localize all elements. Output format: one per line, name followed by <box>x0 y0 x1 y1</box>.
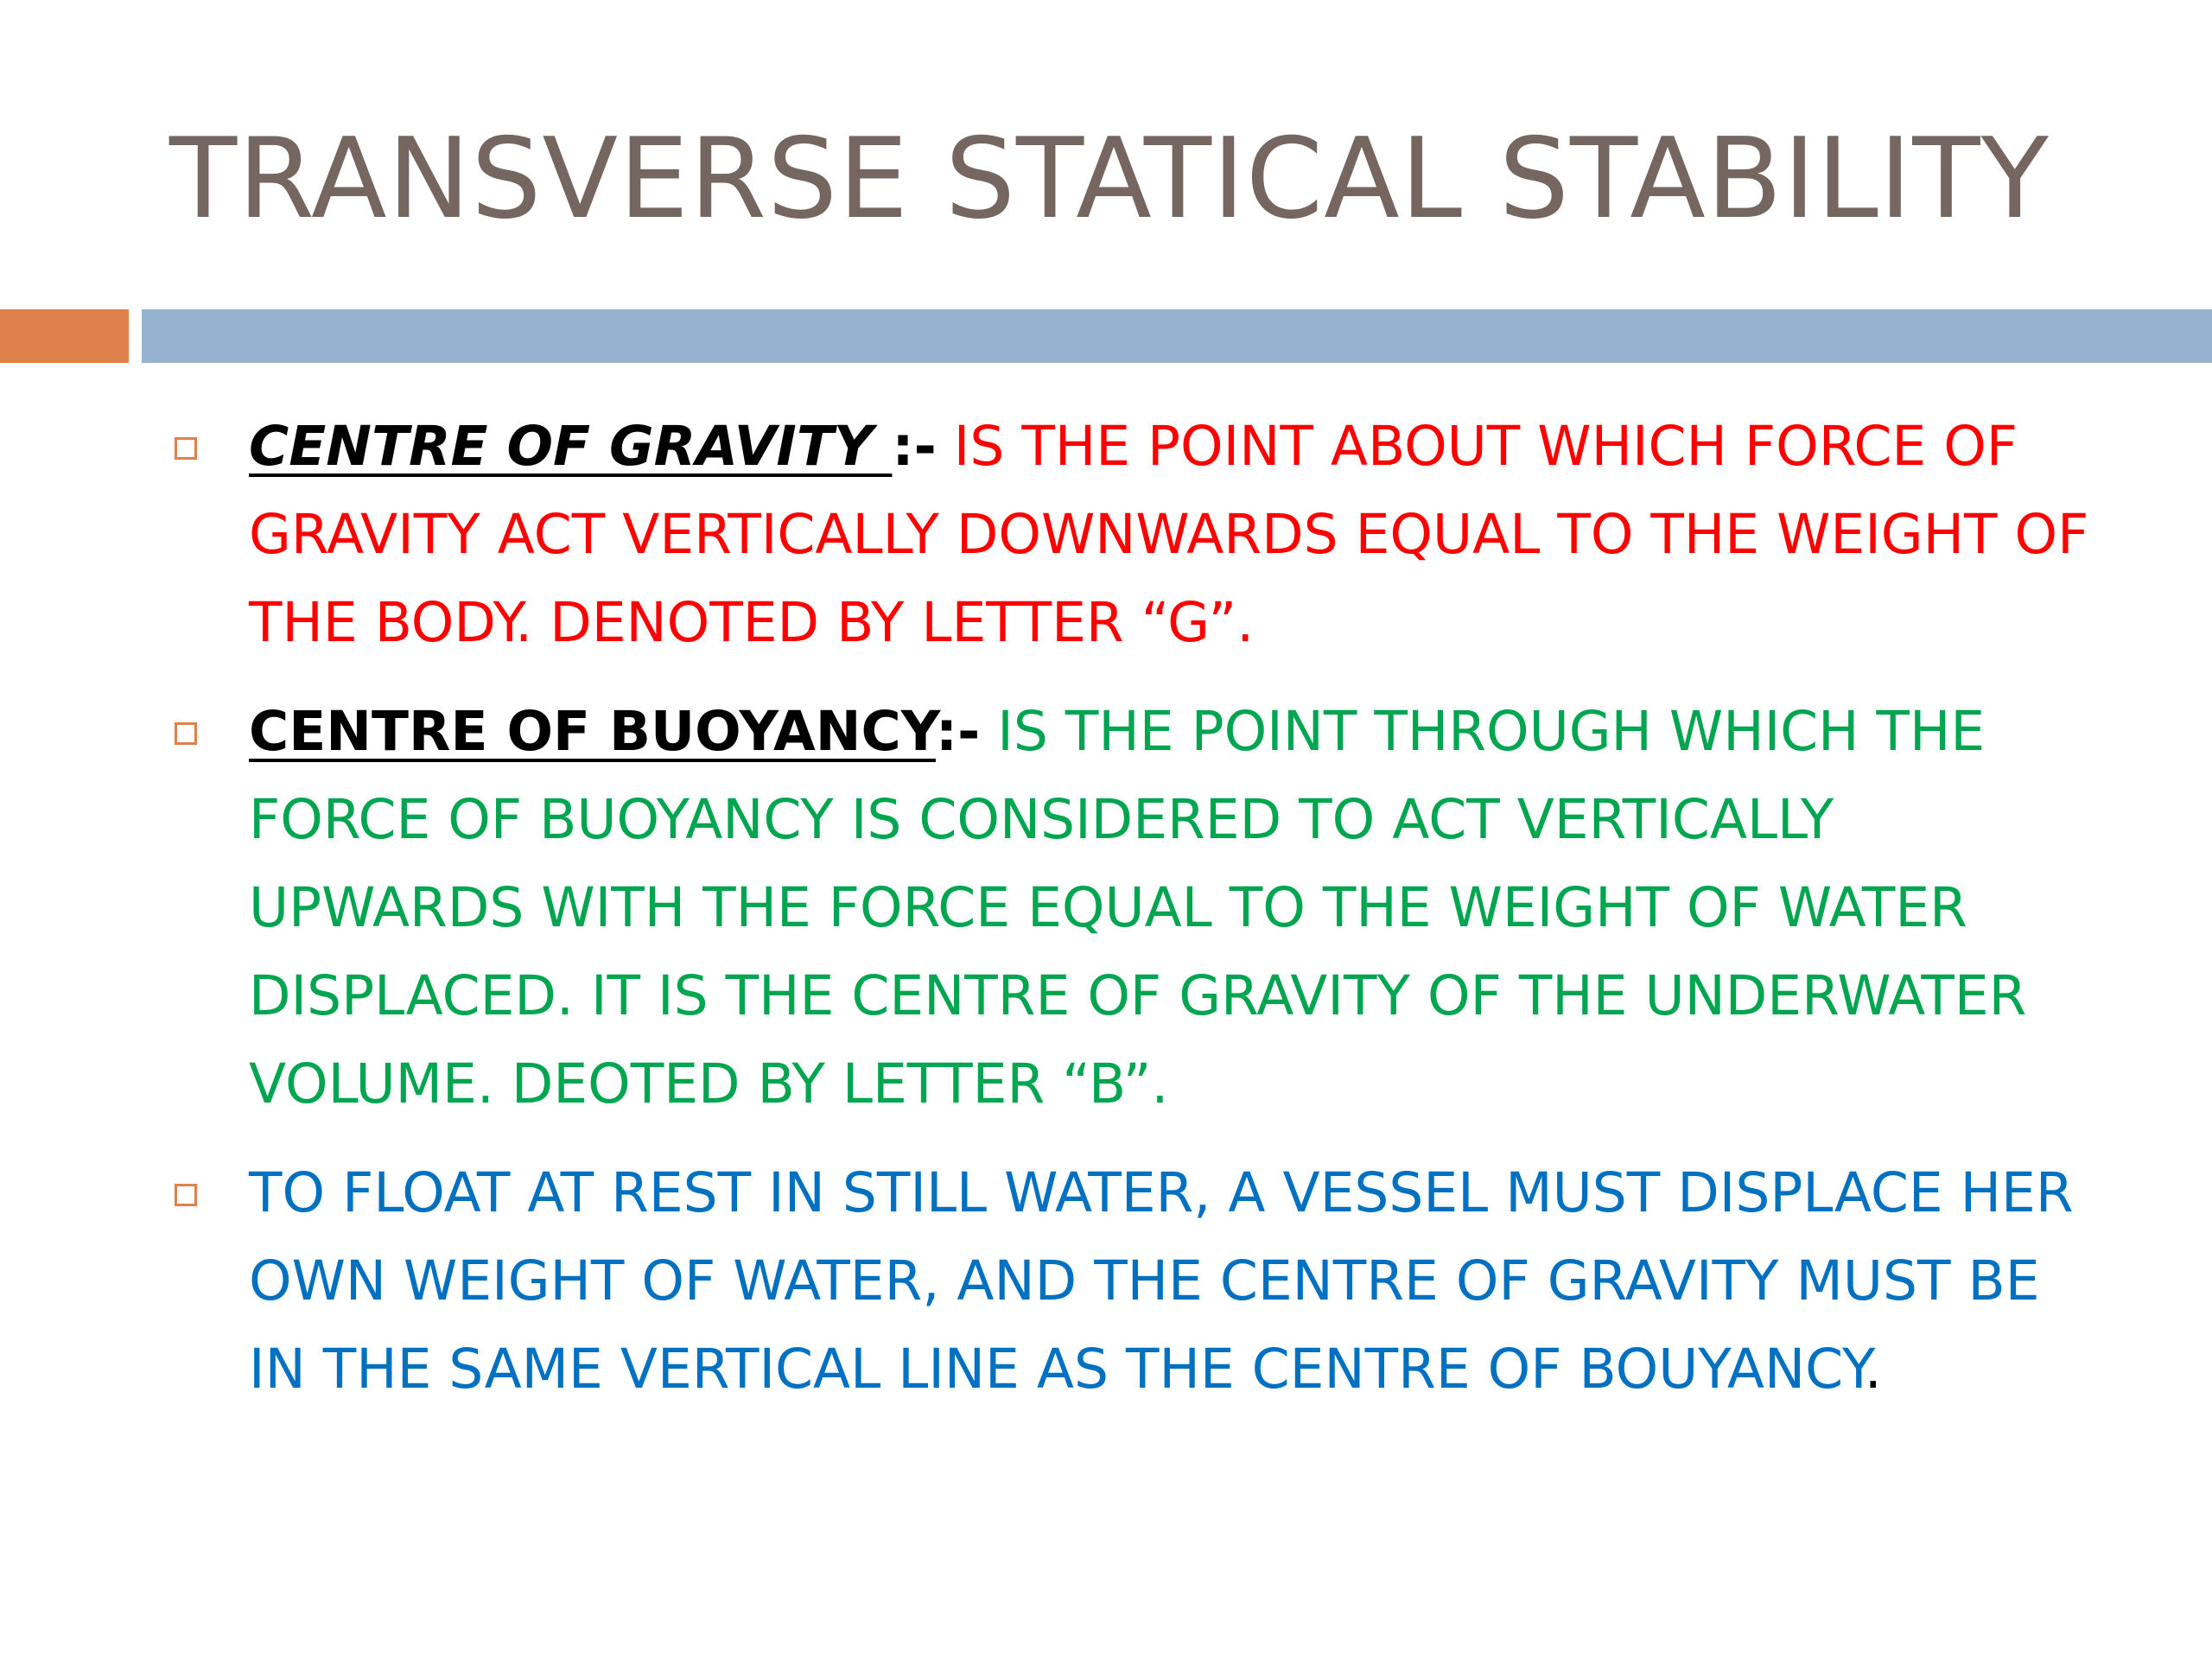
term-separator: :- <box>935 700 981 763</box>
accent-bar <box>0 309 129 363</box>
square-bullet-icon <box>175 1184 197 1206</box>
bullet-centre-of-gravity <box>169 403 2105 667</box>
definition-centre-of-gravity: IS THE POINT ABOUT WHICH FORCE OF GRAVITY ACT VERTICALLY DOWNWARDS EQUAL TO THE WEIGHT OF THE BODY. DENOTED BY LETTER “G”. <box>249 415 2089 654</box>
float-at-rest-period: . <box>1864 1338 1882 1401</box>
title-rule-bar <box>142 309 2212 363</box>
slide-title: TRANSVERSE STATICAL STABILITY <box>169 115 2050 244</box>
square-bullet-icon <box>175 437 197 460</box>
term-separator: :- <box>892 415 937 478</box>
float-at-rest-text: TO FLOAT AT REST IN STILL WATER, A VESSEL MUST DISPLACE HER OWN WEIGHT OF WATER, AND THE CENTRE OF GRAVITY MUST BE IN THE SAME VERTICAL LINE AS THE CENTRE OF BOUYANCY <box>249 1161 2074 1401</box>
term-centre-of-buoyancy: CENTRE OF BUOYANCY <box>249 700 936 763</box>
term-centre-of-gravity: CENTRE OF GRAVITY <box>249 415 893 478</box>
bullet-float-at-rest <box>169 1149 2105 1414</box>
bullet-centre-of-buoyancy <box>169 688 2105 1128</box>
bullet-list <box>169 403 2105 1434</box>
square-bullet-icon <box>175 722 197 745</box>
definition-centre-of-buoyancy: IS THE POINT THROUGH WHICH THE FORCE OF BUOYANCY IS CONSIDERED TO ACT VERTICALLY UPWARDS WITH THE FORCE EQUAL TO THE WEIGHT OF WATER DISPLACED. IT IS THE CENTRE OF GRAVITY OF THE UNDERWATER VOLUME. DEOTED BY LETTER “B”. <box>249 700 2027 1116</box>
